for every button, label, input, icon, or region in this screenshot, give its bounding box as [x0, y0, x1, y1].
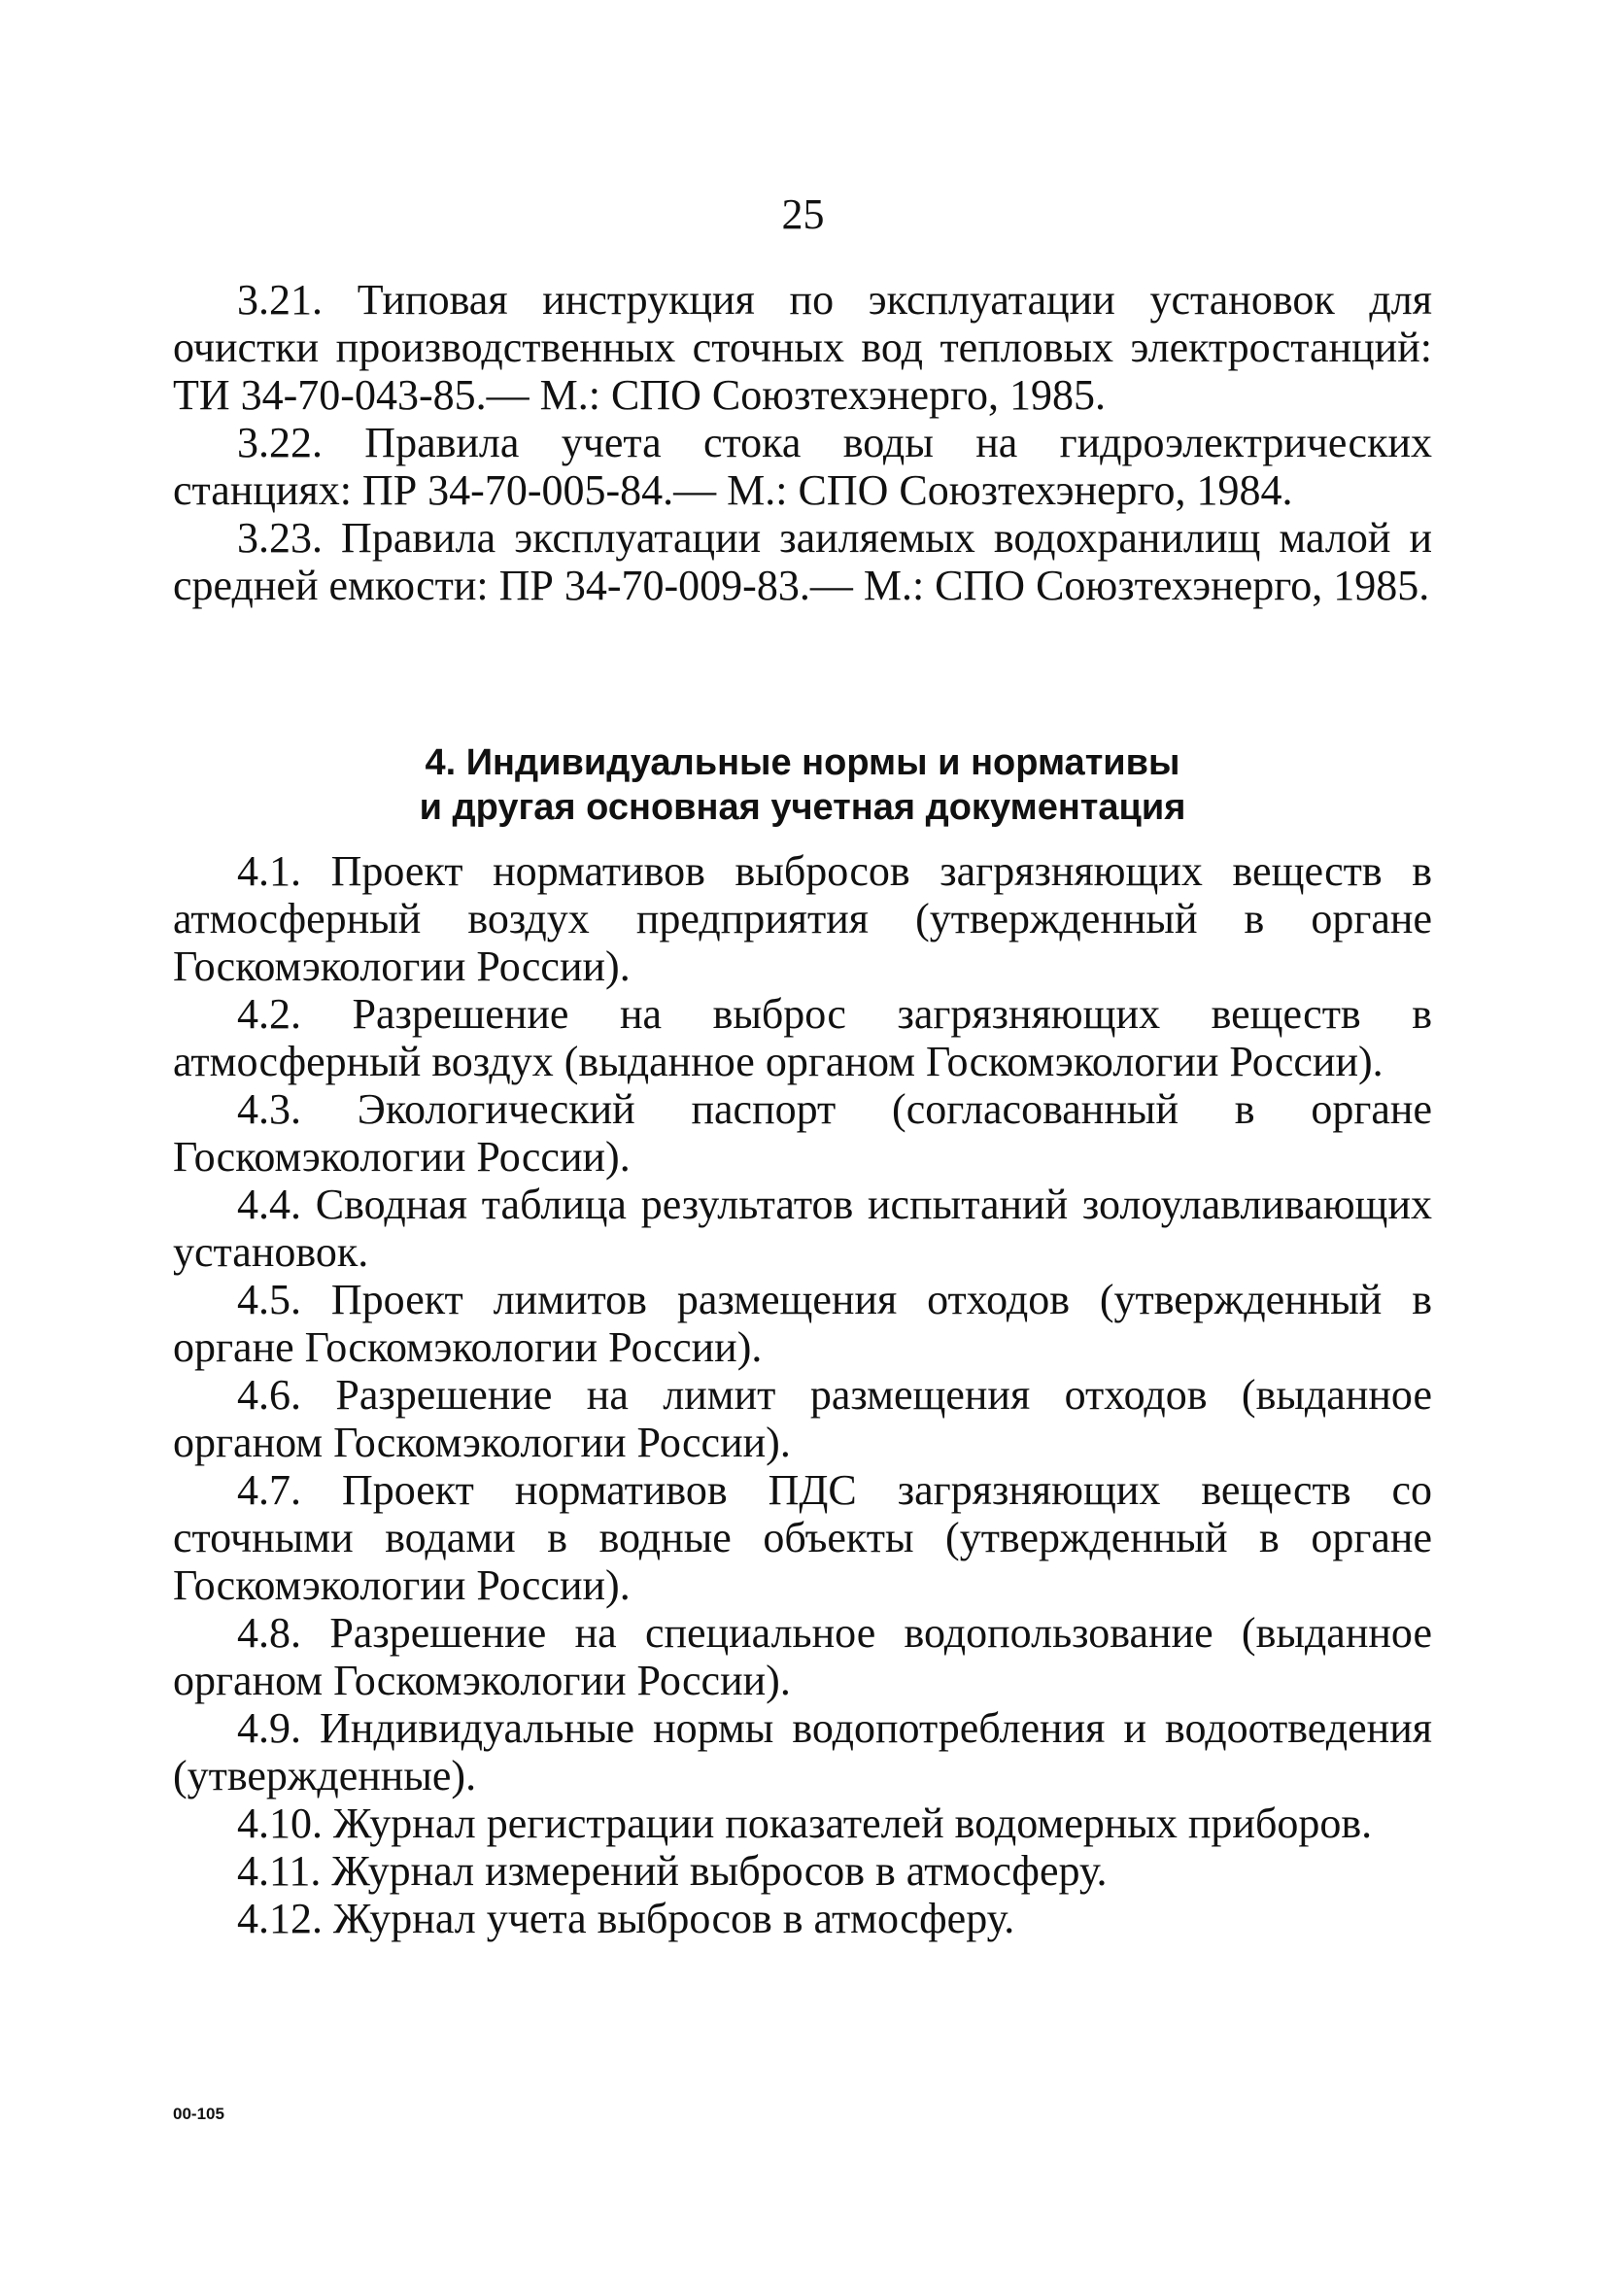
list-item: 4.12. Журнал учета выбросов в атмосферу. — [237, 1895, 1015, 1942]
list-item: 4.8. Разрешение на специальное водопользование (выданное органом Госкомэкологии России). — [173, 1609, 1432, 1704]
section-heading-line1: 4. Индивидуальные нормы и нормативы — [425, 742, 1180, 783]
list-item: 4.7. Проект нормативов ПДС загрязняющих веществ со сточными водами в водные объекты (утвержденный в органе Госкомэкологии России). — [173, 1466, 1432, 1609]
list-item: 4.9. Индивидуальные нормы водопотребления и водоотведения (утвержденные). — [173, 1704, 1432, 1799]
reference-item: 3.21. Типовая инструкция по эксплуатации установок для очистки производственных сточных вод тепловых электростанций: ТИ 34-70-043-85.— М.: СПО Союзтехэнерго, 1985. — [173, 276, 1432, 419]
section-heading-line2: и другая основная учетная документация — [419, 787, 1186, 828]
list-item: 4.5. Проект лимитов размещения отходов (утвержденный в органе Госкомэкологии России). — [173, 1276, 1432, 1371]
section-heading — [173, 740, 1432, 830]
list-item: 4.1. Проект нормативов выбросов загрязняющих веществ в атмосферный воздух предприятия (утвержденный в органе Госкомэкологии России). — [173, 847, 1432, 990]
references-list — [173, 276, 1432, 609]
list-item: 4.2. Разрешение на выброс загрязняющих веществ в атмосферный воздух (выданное органом Госкомэкологии России). — [173, 990, 1432, 1085]
list-item: 4.3. Экологический паспорт (согласованный в органе Госкомэкологии России). — [173, 1085, 1432, 1181]
footer-code: 00-105 — [173, 2105, 224, 2123]
reference-item: 3.23. Правила эксплуатации заиляемых водохранилищ малой и средней емкости: ПР 34-70-009-83.— М.: СПО Союзтехэнерго, 1985. — [173, 514, 1432, 609]
list-item: 4.10. Журнал регистрации показателей водомерных приборов. — [237, 1799, 1373, 1847]
list-item: 4.4. Сводная таблица результатов испытаний золоулавливающих установок. — [173, 1181, 1432, 1276]
page-number: 25 — [781, 190, 825, 238]
documentation-list — [173, 847, 1432, 1942]
reference-item: 3.22. Правила учета стока воды на гидроэлектрических станциях: ПР 34-70-005-84.— М.: СПО Союзтехэнерго, 1984. — [173, 419, 1432, 514]
list-item: 4.6. Разрешение на лимит размещения отходов (выданное органом Госкомэкологии России). — [173, 1371, 1432, 1466]
list-item: 4.11. Журнал измерений выбросов в атмосферу. — [237, 1847, 1108, 1895]
